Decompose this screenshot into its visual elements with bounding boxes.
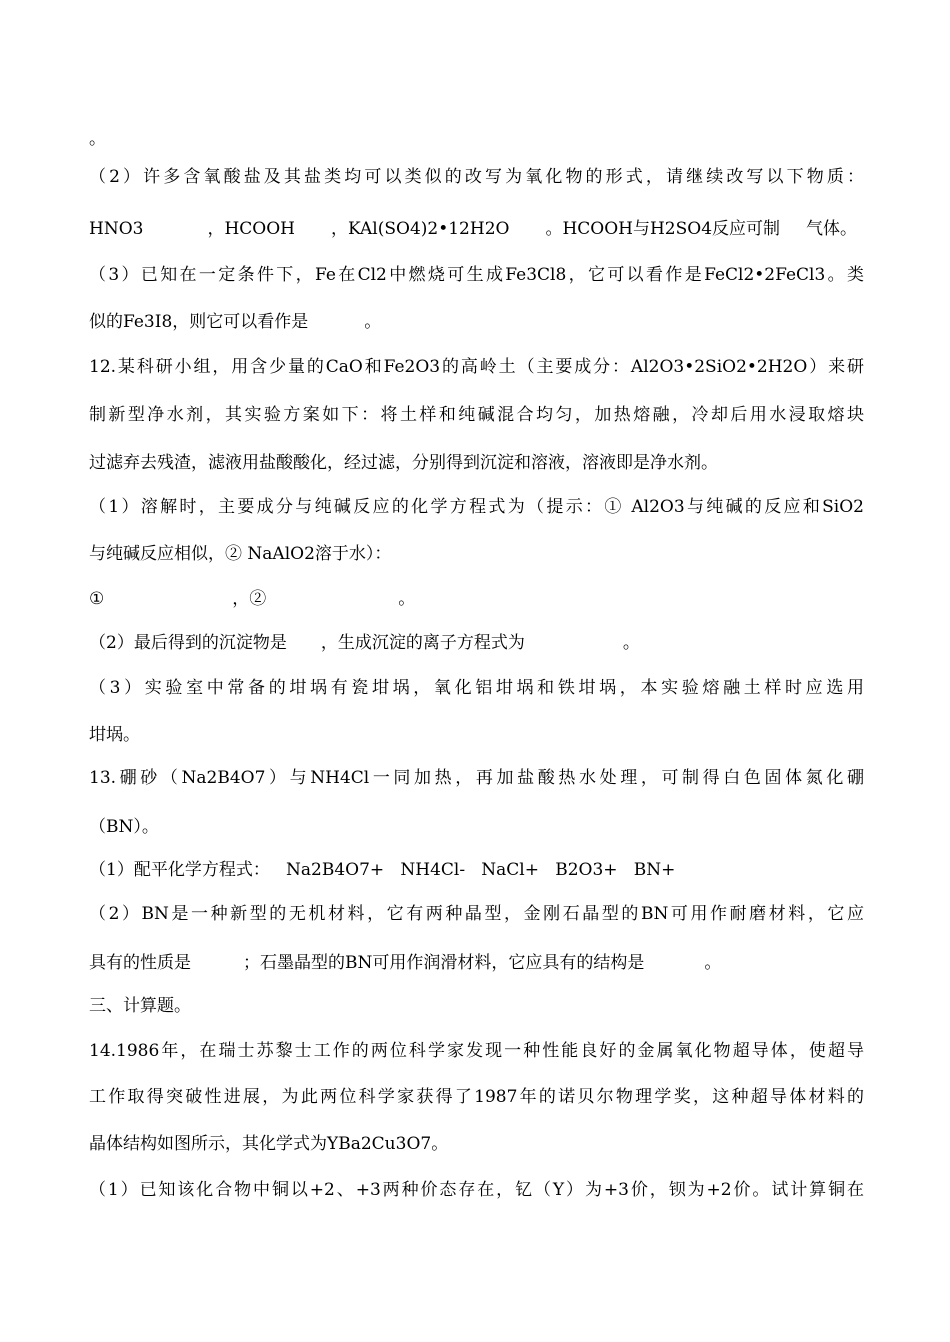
- fill-text: 。: [622, 633, 640, 653]
- question-12-part-1: （1）溶解时，主要成分与纯碱反应的化学方程式为（提示：① Al2O3与纯碱的反应和SiO2: [89, 497, 864, 517]
- question-14-stem-cont: 工作取得突破性进展，为此两位科学家获得了1987年的诺贝尔物理学奖，这种超导体材料的: [89, 1087, 864, 1107]
- fill-text: 气体。: [806, 219, 858, 239]
- fill-text: ，生成沉淀的离子方程式为: [320, 633, 525, 653]
- fill-text: ；石墨晶型的BN可用作润滑材料，它应具有的结构是: [243, 953, 645, 973]
- question-13-part-2-cont: [89, 952, 864, 974]
- question-11-part-3-cont: [89, 311, 864, 333]
- fill-text: 具有的性质是: [89, 953, 191, 973]
- fill-text: ，KAl(SO4)2•12H2O: [331, 219, 510, 239]
- question-13-part-1: （1）配平化学方程式： Na2B4O7+ NH4Cl- NaCl+ B2O3+ BN+: [89, 860, 676, 880]
- text-line: 。: [89, 129, 106, 149]
- fill-text: 。: [364, 312, 382, 332]
- fill-text: 。: [704, 953, 722, 973]
- question-11-part-3: （3）已知在一定条件下，Fe在Cl2中燃烧可生成Fe3Cl8，它可以看作是FeCl2•2FeCl3。类: [89, 265, 864, 285]
- fill-text: ，②: [232, 589, 267, 609]
- question-13-part-2: （2）BN是一种新型的无机材料，它有两种晶型，金刚石晶型的BN可用作耐磨材料，它应: [89, 904, 864, 924]
- fill-text: ①: [89, 589, 105, 609]
- question-12-part-2: [89, 632, 864, 654]
- fill-text: 。HCOOH与H2SO4反应可制: [545, 219, 781, 239]
- question-13-stem: 13.硼砂（Na2B4O7）与NH4Cl一同加热，再加盐酸热水处理，可制得白色固体氮化硼: [89, 768, 864, 788]
- question-12-stem-cont: 过滤弃去残渣，滤液用盐酸酸化，经过滤，分别得到沉淀和溶液，溶液即是净水剂。: [89, 453, 718, 473]
- fill-text: 。: [398, 589, 416, 609]
- question-12-part-1-cont: 与纯碱反应相似，② NaAlO2溶于水）：: [89, 544, 392, 564]
- question-13-stem-cont: （BN）。: [89, 817, 159, 837]
- section-heading: 三、计算题。: [89, 996, 191, 1016]
- question-14-stem: 14.1986年，在瑞士苏黎士工作的两位科学家发现一种性能良好的金属氧化物超导体，使超导: [89, 1041, 864, 1061]
- fill-text: HNO3: [89, 219, 144, 239]
- question-14-part-1: （1）已知该化合物中铜以+2、+3两种价态存在，钇（Y）为+3价，钡为+2价。试计算铜在: [89, 1180, 864, 1200]
- question-12-equations-line: [89, 588, 864, 610]
- fill-text: 似的Fe3I8，则它可以看作是: [89, 312, 309, 332]
- fill-text: （2）最后得到的沉淀物是: [89, 633, 287, 653]
- question-12-stem-cont: 制新型净水剂，其实验方案如下：将土样和纯碱混合均匀，加热熔融，冷却后用水浸取熔块: [89, 405, 864, 425]
- question-12-part-3-cont: 坩埚。: [89, 725, 140, 745]
- question-11-formulas-line: [89, 218, 864, 240]
- question-12-stem: 12.某科研小组，用含少量的CaO和Fe2O3的高岭土（主要成分：Al2O3•2SiO2•2H2O）来研: [89, 357, 864, 377]
- question-12-part-3: （3）实验室中常备的坩埚有瓷坩埚，氧化铝坩埚和铁坩埚，本实验熔融土样时应选用: [89, 678, 864, 698]
- question-11-part-2: （2）许多含氧酸盐及其盐类均可以类似的改写为氧化物的形式，请继续改写以下物质：: [89, 167, 864, 187]
- question-14-stem-cont: 晶体结构如图所示，其化学式为YBa2Cu3O7。: [89, 1134, 449, 1154]
- fill-text: ，HCOOH: [207, 219, 295, 239]
